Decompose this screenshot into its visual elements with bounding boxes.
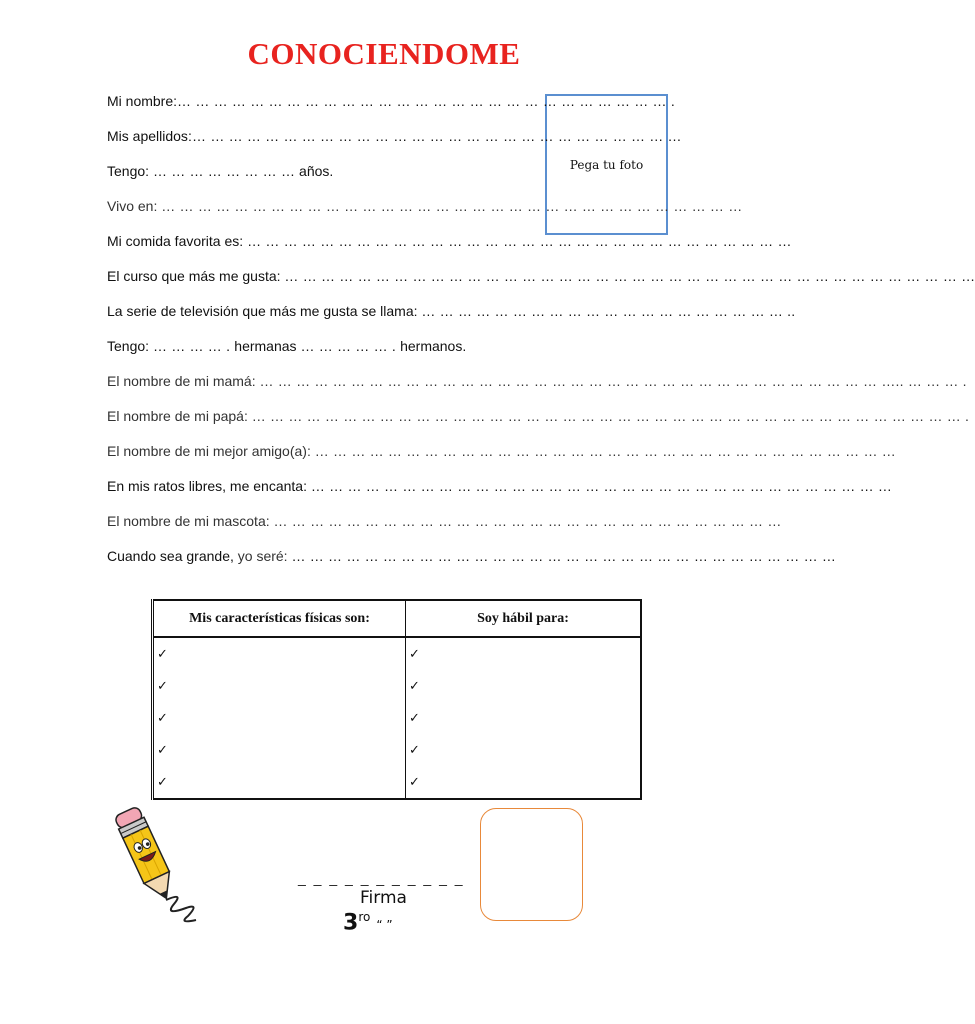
field-apellidos[interactable] — [107, 127, 682, 145]
field-dots: … … … … . — [152, 338, 235, 354]
field-curso[interactable] — [107, 267, 975, 285]
field-grande[interactable] — [107, 547, 836, 565]
check-cell[interactable] — [406, 670, 642, 702]
field-label: El nombre de mi papá: — [107, 408, 252, 424]
characteristics-table — [151, 599, 642, 800]
table-row — [153, 637, 642, 670]
pencil-mascot-icon — [104, 800, 204, 930]
page-title: CONOCIENDOME — [247, 36, 521, 71]
grade-quotes: “ ” — [376, 918, 393, 933]
field-mid: hermanas — [234, 338, 301, 354]
field-dots: … … … … … … … … … … … … … … … … … … … … … … … … … … … … … … … … — [314, 443, 896, 459]
check-icon: ✓ — [409, 710, 420, 725]
field-suffix: hermanos. — [400, 338, 467, 354]
table-row — [153, 670, 642, 702]
signature-line[interactable]: _ _ _ _ _ _ _ _ _ _ _ — [298, 870, 465, 886]
field-dots: … … … … … … … … … … … … … … … … … … … … … … … … … … … … … … — [291, 548, 837, 564]
field-label: Mis apellidos — [107, 128, 188, 144]
check-icon: ✓ — [157, 742, 168, 757]
check-icon: ✓ — [409, 646, 420, 661]
field-amigo[interactable] — [107, 442, 896, 460]
field-label: Vivo en: — [107, 198, 162, 214]
field-dots: … … … … … … … … … … … … … … … … … … … … … … … … … … … … … … … … — [310, 478, 893, 494]
field-dots: :… … … … … … … … … … … … … … … … … … … … … … … … … … … — [187, 128, 682, 144]
fingerprint-box[interactable] — [480, 808, 583, 921]
grade-suffix: ro — [358, 910, 371, 924]
col-header-habil: Soy hábil para: — [406, 600, 642, 637]
field-label: Mi nombre: — [107, 93, 178, 109]
field-hermanos[interactable] — [107, 337, 466, 355]
field-label: Tengo: — [107, 163, 153, 179]
field-dots: … … … … … … … … … … … … … … … … … … … … … … … … … … … … … … … … … … … … … … — [284, 268, 975, 284]
field-dots: … … … … … . — [300, 338, 401, 354]
table-row — [153, 734, 642, 766]
field-dots: … … … … … … … … … … … … … … … … … … … … … … … … … … … … — [273, 513, 782, 529]
check-icon: ✓ — [409, 742, 420, 757]
field-papa[interactable] — [107, 407, 969, 425]
check-icon: ✓ — [157, 774, 168, 789]
signature-label: Firma — [360, 888, 407, 908]
check-icon: ✓ — [409, 678, 420, 693]
col-header-caracteristicas: Mis características físicas son: — [153, 600, 406, 637]
field-dots: … … … … … … … … … … … … … … … … … … … … … … … … … … … … … … … … — [161, 198, 743, 214]
grade-number: 3 — [343, 910, 359, 936]
check-cell[interactable] — [153, 637, 406, 670]
field-label: El curso que más me gusta: — [107, 268, 285, 284]
field-label: Cuando sea grande, — [107, 548, 238, 564]
field-label: Tengo: — [107, 338, 153, 354]
check-cell[interactable] — [153, 734, 406, 766]
field-nombre[interactable] — [107, 92, 675, 110]
check-icon: ✓ — [157, 646, 168, 661]
check-cell[interactable] — [406, 637, 642, 670]
field-label: El nombre de mi mamá: — [107, 373, 260, 389]
check-cell[interactable] — [406, 766, 642, 799]
field-vivo-en[interactable] — [107, 197, 742, 215]
field-mascota[interactable] — [107, 512, 782, 530]
check-cell[interactable] — [406, 702, 642, 734]
field-comida[interactable] — [107, 232, 792, 250]
check-icon: ✓ — [157, 710, 168, 725]
field-mama[interactable] — [107, 372, 967, 390]
photo-label: Pega tu foto — [569, 157, 644, 172]
table-row — [153, 702, 642, 734]
field-label: En mis ratos libres, me encanta: — [107, 478, 311, 494]
check-cell[interactable] — [406, 734, 642, 766]
check-cell[interactable] — [153, 702, 406, 734]
field-ratos-libres[interactable] — [107, 477, 892, 495]
check-icon: ✓ — [409, 774, 420, 789]
check-icon: ✓ — [157, 678, 168, 693]
field-label: La serie de televisión que más me gusta se llama: — [107, 303, 422, 319]
field-dots: … … … … … … … … … … … … … … … … … … … … … … … … … … … . — [177, 93, 675, 109]
check-cell[interactable] — [153, 670, 406, 702]
field-dots: … … … … … … … … … … … … … … … … … … … … .. — [421, 303, 796, 319]
field-dots: … … … … … … … … … … … … … … … … … … … … … … … … … … … … … … … … … … … … … … … . — [251, 408, 970, 424]
field-dots: … … … … … … … … … … … … … … … … … … … … … … … … … … … … … … … … … … ….. … … … . — [259, 373, 967, 389]
field-label: El nombre de mi mascota: — [107, 513, 274, 529]
check-cell[interactable] — [153, 766, 406, 799]
field-edad[interactable] — [107, 162, 333, 180]
field-label: yo seré: — [237, 548, 292, 564]
field-suffix: años. — [295, 163, 334, 179]
field-label: El nombre de mi mejor amigo(a): — [107, 443, 315, 459]
field-label: Mi comida favorita es: — [107, 233, 248, 249]
grade-label — [343, 910, 393, 935]
field-serie[interactable] — [107, 302, 795, 320]
table-row — [153, 766, 642, 799]
field-dots: … … … … … … … … — [152, 163, 296, 179]
field-dots: … … … … … … … … … … … … … … … … … … … … … … … … … … … … … … — [247, 233, 792, 249]
